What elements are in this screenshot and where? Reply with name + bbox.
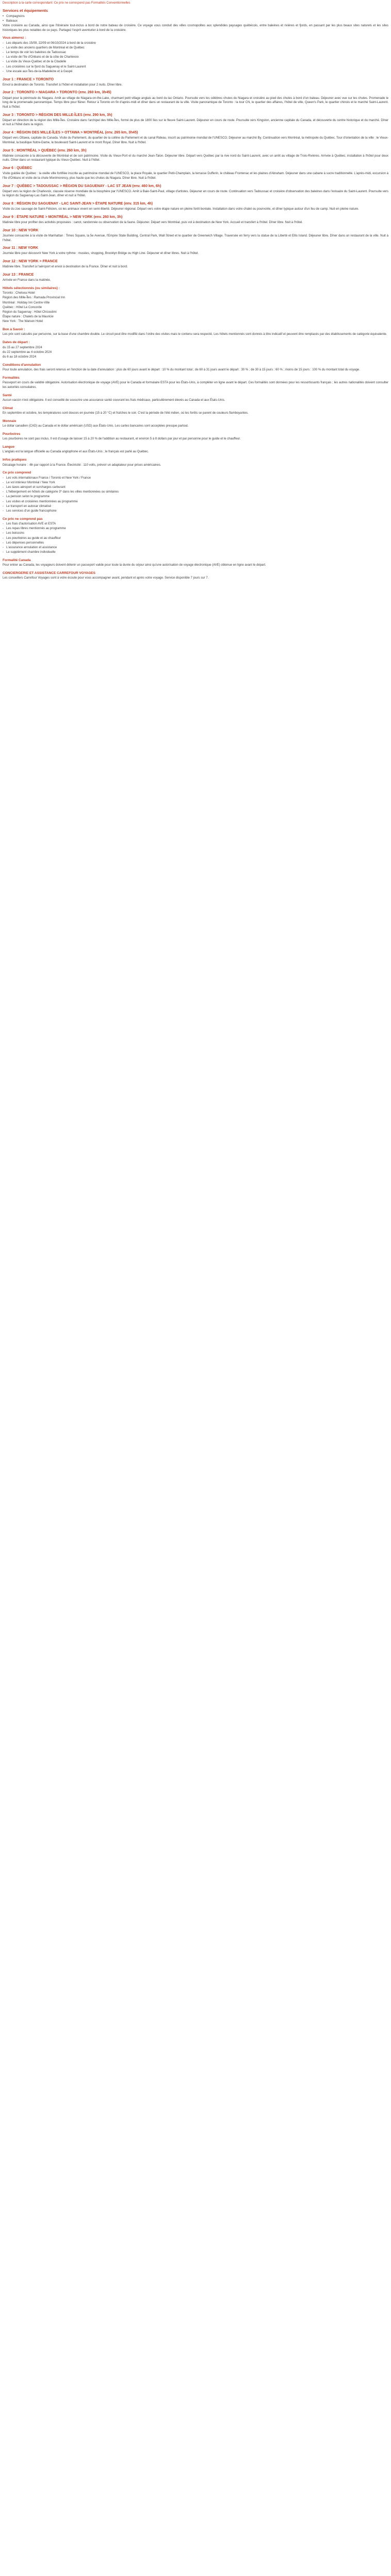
practical-title: Infos pratiques	[3, 458, 27, 462]
list-item: - Les départs des 15/09, 22/09 et 06/10/2024 à bord de la croisière	[3, 41, 96, 45]
day-6-title: Jour 6 : QUÉBEC	[3, 166, 32, 171]
day-11-text: Journée libre pour découvrir New York à votre rythme : musées, shopping, Brooklyn Bridge ou High Line. Déjeuner et dîner libres. Nuit à l'hôtel.	[3, 252, 199, 256]
list-item: du 22 septembre au 4 octobre 2024	[3, 350, 52, 354]
tips-text: Les pourboires ne sont pas inclus. Il est d'usage de laisser 15 à 20 % de l'addition au restaurant, et environ 5 à 8 dollars par jour et par personne pour le guide et le chauffeur.	[3, 437, 241, 441]
day-5-title: Jour 5 : MONTRÉAL > QUÉBEC (env. 260 km, 3h)	[3, 148, 87, 152]
day-11-title: Jour 11 : NEW YORK	[3, 246, 39, 250]
overview-text: Votre croisière au Canada, ainsi que l'itinéraire tout-inclus à bord de notre bateau de croisière. Ce voyage vous conduit des villes cosmopolites aux splendides paysages québécois, entre baleines et rivières et fjords, en passant par les plus beaux sites naturels et les sites historiques les plus notables de ce pays. Partagez l'esprit aventurier à bord de la croisière.	[3, 24, 388, 32]
day-13-text: Arrivée en France dans la matinée.	[3, 279, 51, 282]
list-item: Québec : Hôtel Le Concorde	[3, 306, 42, 309]
notes-title: Formalité Canada	[3, 558, 31, 562]
good-to-know-title: Bon à Savoir :	[3, 328, 25, 332]
good-to-know-text: Les prix sont calculés par personne, sur la base d'une chambre double. Le circuit peut être modifié dans l'ordre des visites mais le contenu sera respecté. Les hôtels mentionnés sont donnés à titre indicatif et peuvent être remplacés par des établissements de catégorie équivalente.	[3, 333, 387, 336]
day-6-text: Visite guidée de Québec : la vieille ville fortifiée inscrite au patrimoine mondial de l'UNESCO, la place Royale, le quartier Petit-Champlain, la terrasse Dufferin, le château Frontenac et les plaines d'Abraham. Déjeuner dans une cabane à sucre traditionnelle. L'après-midi, excursion à l'île d'Orléans et visite de la chute Montmorency, plus haute que les chutes du Niagara. Dîner libre. Nuit à l'hôtel.	[3, 172, 388, 180]
practical-text: Décalage horaire : -6h par rapport à la France. Électricité : 110 volts, prévoir un adaptateur pour prises américaines.	[3, 463, 161, 467]
list-item: - Les services d'un guide francophone	[3, 509, 57, 513]
cancellation-title: Conditions d'annulation	[3, 363, 41, 367]
list-item: - La visite de l'île d'Orléans et de la côte de Charlevoix	[3, 56, 79, 59]
list-item: - Les taxes aéroport et surcharges carburant	[3, 486, 66, 489]
services-list	[3, 14, 388, 24]
price-excludes-list	[3, 522, 388, 555]
documents-title: Formalités	[3, 376, 20, 380]
day-9-title: Jour 9 : ÉTAPE NATURE > MONTRÉAL > NEW YORK (env. 260 km, 3h)	[3, 215, 123, 219]
list-item: - Les boissons	[3, 532, 25, 535]
day-1-title: Jour 1 : FRANCE > TORONTO	[3, 77, 54, 81]
day-12-text: Matinée libre. Transfert à l'aéroport et envol à destination de la France. Dîner et nuit à bord.	[3, 265, 128, 269]
health-title: Santé	[3, 393, 12, 397]
list-item: - La visite des anciens quartiers de Montréal et de Québec	[3, 46, 85, 49]
tips-title: Pourboires	[3, 432, 21, 436]
language-text: L'anglais est la langue officielle au Canada anglophone et aux États-Unis ; le français est parlé au Québec.	[3, 450, 149, 454]
language-title: Langue	[3, 445, 15, 449]
list-item: - La visite du Vieux-Québec et de la Citadelle	[3, 60, 67, 64]
notes-text: Pour entrer au Canada, les voyageurs doivent détenir un passeport valide pour toute la durée du séjour ainsi qu'une autorisation de voyage électronique (AVE) obtenue en ligne avant le départ.	[3, 564, 266, 567]
list-item: Montréal : Holiday Inn Centre-Ville	[3, 301, 50, 304]
documents-text: Passeport en cours de validité obligatoire. Autorisation électronique de voyage (AVE) pour le Canada et formulaire ESTA pour les États-Unis, à compléter en ligne avant le départ. Ces formalités sont données pour les ressortissants français ; les autres nationalités doivent consulter les autorités consulaires.	[3, 381, 388, 389]
list-item: - L'assurance annulation et assistance	[3, 546, 57, 549]
dates-title: Dates de départ :	[3, 341, 30, 345]
day-1-text: Envol à destination de Toronto. Transfert à l'hôtel et installation pour 2 nuits. Dîner libre.	[3, 83, 123, 87]
day-3-text: Départ en direction de la région des Mille-Îles. Croisière dans l'archipel des Mille-Îles, formé de plus de 1800 îles sur le fleuve Saint-Laurent. Déjeuner en cours de route. Poursuite vers Kingston, ancienne capitale du Canada, et découverte du centre historique et du marché. Dîner et nuit à l'hôtel dans la région.	[3, 118, 388, 127]
list-item: Toronto : Chelsea Hotel	[3, 292, 35, 295]
day-7-title: Jour 7 : QUÉBEC > TADOUSSAC > RÉGION DU SAGUENAY - LAC ST JEAN (env. 460 km, 6h)	[3, 184, 161, 188]
list-item: du 6 au 18 octobre 2024	[3, 355, 37, 359]
day-10-title: Jour 10 : NEW YORK	[3, 228, 39, 232]
list-item: - Les visites et croisières mentionnées au programme	[3, 500, 78, 503]
price-includes-list	[3, 476, 388, 514]
day-7-text: Départ vers la région de Charlevoix, classée réserve mondiale de la biosphère par l'UNESCO. Arrêt à Baie-Saint-Paul, village d'artistes. Déjeuner en cours de route. Continuation vers Tadoussac et croisière d'observation des baleines dans l'estuaire du Saint-Laurent. Poursuite vers la région du Saguenay-Lac-Saint-Jean, dîner et nuit à l'hôtel.	[3, 190, 388, 198]
climate-text: En septembre et octobre, les températures sont douces en journée (15 à 20 °C) et fraîches le soir. C'est la période de l'été indien, où les forêts se parent de couleurs flamboyantes.	[3, 412, 249, 415]
hotels-list	[3, 291, 388, 324]
cancellation-text: Pour toute annulation, des frais seront retenus en fonction de la date d'annulation : plus de 60 jours avant le départ : 10 % du montant total ; de 60 à 31 jours avant le départ : 30 % ; de 30 à 15 jours : 60 % ; moins de 15 jours : 100 % du montant total du voyage.	[3, 368, 360, 372]
list-item: - Le temps de voir les baleines de Tadoussac	[3, 51, 67, 55]
dates-list	[3, 346, 388, 360]
list-item: New York : The Watson Hotel	[3, 320, 43, 324]
list-item: - Les frais d'autorisation AVE et ESTA	[3, 522, 56, 526]
list-item: - Les dépenses personnelles	[3, 541, 44, 545]
money-title: Monnaie	[3, 419, 17, 423]
money-text: Le dollar canadien (CAD) au Canada et le dollar américain (USD) aux États-Unis. Les cartes bancaires sont acceptées presque partout.	[3, 425, 189, 428]
list-item: - Le vol intérieur Montréal / New York	[3, 481, 55, 484]
included-list	[3, 41, 388, 74]
list-item: - Le supplément chambre individuelle	[3, 551, 56, 554]
list-item: - Les croisières sur le fjord du Saguenay et le Saint-Laurent	[3, 65, 86, 69]
list-item: du 15 au 27 septembre 2024	[3, 346, 42, 349]
day-5-text: Matinée consacrée à la découverte de Montréal et de son patrimoine. Visite du Vieux-Port et du marché Jean-Talon. Déjeuner libre. Départ vers Québec par la rive nord du Saint-Laurent, avec un arrêt au village de Trois-Rivières. Arrivée à Québec, installation à l'hôtel pour deux nuits. Dîner dans un restaurant typique du Vieux-Québec. Nuit à l'hôtel.	[3, 154, 388, 162]
guarantee-title: CONCIERGERIE ET ASSISTANCE CARREFOUR VOYAGES	[3, 571, 95, 575]
hotels-title: Hôtels sélectionnés (ou similaires) :	[3, 286, 60, 290]
list-item: - Une escale aux Îles-de-la-Madeleine et à Gaspé	[3, 70, 73, 73]
price-includes-title: Ce prix comprend	[3, 471, 31, 475]
list-item: Région du Saguenay : Hôtel Chicoutimi	[3, 310, 57, 314]
services-title: Services et équipements	[3, 8, 48, 13]
list-item: • Compagnons	[3, 14, 25, 18]
list-item: Région des Mille-Îles : Ramada Provincial Inn	[3, 296, 66, 300]
included-title: Vous aimerez :	[3, 36, 26, 40]
health-text: Aucun vaccin n'est obligatoire. Il est conseillé de souscrire une assurance santé couvrant les frais médicaux, particulièrement élevés au Canada et aux États-Unis.	[3, 398, 225, 402]
list-item: - L'hébergement en hôtels de catégorie 3* dans les villes mentionnées ou similaires	[3, 490, 119, 494]
day-8-title: Jour 8 : RÉGION DU SAGUENAY - LAC SAINT-JEAN > ÉTAPE NATURE (env. 315 km, 4h)	[3, 202, 153, 206]
list-item: Étape nature : Chalets de la Mauricie	[3, 315, 54, 319]
day-4-text: Départ vers Ottawa, capitale du Canada. Visite du Parlement, du quartier de la colline du Parlement et du canal Rideau, inscrit au patrimoine mondial de l'UNESCO. Déjeuner au marché By. Continuation vers Montréal, la métropole du Québec. Tour d'orientation de la ville : le Vieux-Montréal, la basilique Notre-Dame, le boulevard Saint-Laurent et le mont Royal. Dîner libre. Nuit à l'hôtel.	[3, 137, 388, 144]
guarantee-text: Les conseillers Carrefour Voyages sont à votre écoute pour vous accompagner avant, pendant et après votre voyage. Service disponible 7 jours sur 7.	[3, 577, 209, 580]
day-9-text: Matinée libre pour profiter des activités proposées : canot, randonnée ou observation de la faune. Déjeuner. Départ vers Montréal, puis vol à destination de New York. Accueil et transfert à l'hôtel. Dîner libre. Nuit à l'hôtel.	[3, 221, 303, 225]
day-13-title: Jour 13 : FRANCE	[3, 273, 34, 277]
day-3-title: Jour 3 : TORONTO > RÉGION DES MILLE-ÎLES (env. 290 km, 3h)	[3, 113, 112, 117]
list-item: • Bateaux	[3, 19, 18, 23]
climate-title: Climat	[3, 406, 13, 410]
price-excludes-title: Ce prix ne comprend pas	[3, 517, 43, 521]
intro-text: Description à la carte correspondant: Ce prix ne correspond pas Formalités Conventionnelles	[3, 2, 131, 5]
list-item: - Les repas libres mentionnés au programme	[3, 527, 66, 531]
day-2-text: Départ pour la péninsule du Niagara. Arrêt au village de Niagara-on-the-Lake, charmant petit village anglais au bord du lac Ontario. Poursuite vers les célèbres chutes du Niagara et croisière au pied des chutes à bord d'un bateau. Déjeuner avec vue sur les chutes. Promenade le long de la promenade panoramique. Temps libre pour flâner. Retour à Toronto en fin d'après-midi et dîner dans un restaurant de la ville. Visite panoramique de Toronto : la tour CN, le quartier des affaires, l'hôtel de ville, Queen's Park, le quartier chinois et le marché Saint-Laurent. Nuit à l'hôtel.	[3, 96, 388, 109]
day-10-text: Journée consacrée à la visite de Manhattan : Times Square, la 5e Avenue, l'Empire State Building, Central Park, Wall Street et le quartier de Greenwich Village. Traversée en ferry vers la statue de la Liberté et Ellis Island. Déjeuner libre. Dîner dans un restaurant de la ville. Nuit à l'hôtel.	[3, 234, 388, 242]
day-12-title: Jour 12 : NEW YORK > FRANCE	[3, 260, 58, 264]
list-item: - Le transport en autocar climatisé	[3, 504, 52, 508]
list-item: - Les pourboires au guide et au chauffeur	[3, 536, 61, 540]
day-4-title: Jour 4 : RÉGION DES MILLE-ÎLES > OTTAWA > MONTRÉAL (env. 265 km, 3h45)	[3, 131, 138, 135]
page	[0, 0, 391, 581]
list-item: - Les vols internationaux France / Toronto et New York / France	[3, 476, 91, 480]
list-item: - La pension selon le programme	[3, 495, 50, 499]
day-2-title: Jour 2 : TORONTO > NIAGARA > TORONTO (env. 260 km, 3h45)	[3, 91, 111, 95]
day-8-text: Visite du zoo sauvage de Saint-Félicien, où les animaux vivent en semi-liberté. Déjeuner régional. Départ vers votre étape nature en pleine forêt boréale. Installation dans votre chalet ou pourvoirie, et dîner typique autour d'un feu de camp. Nuit en pleine nature.	[3, 208, 359, 211]
